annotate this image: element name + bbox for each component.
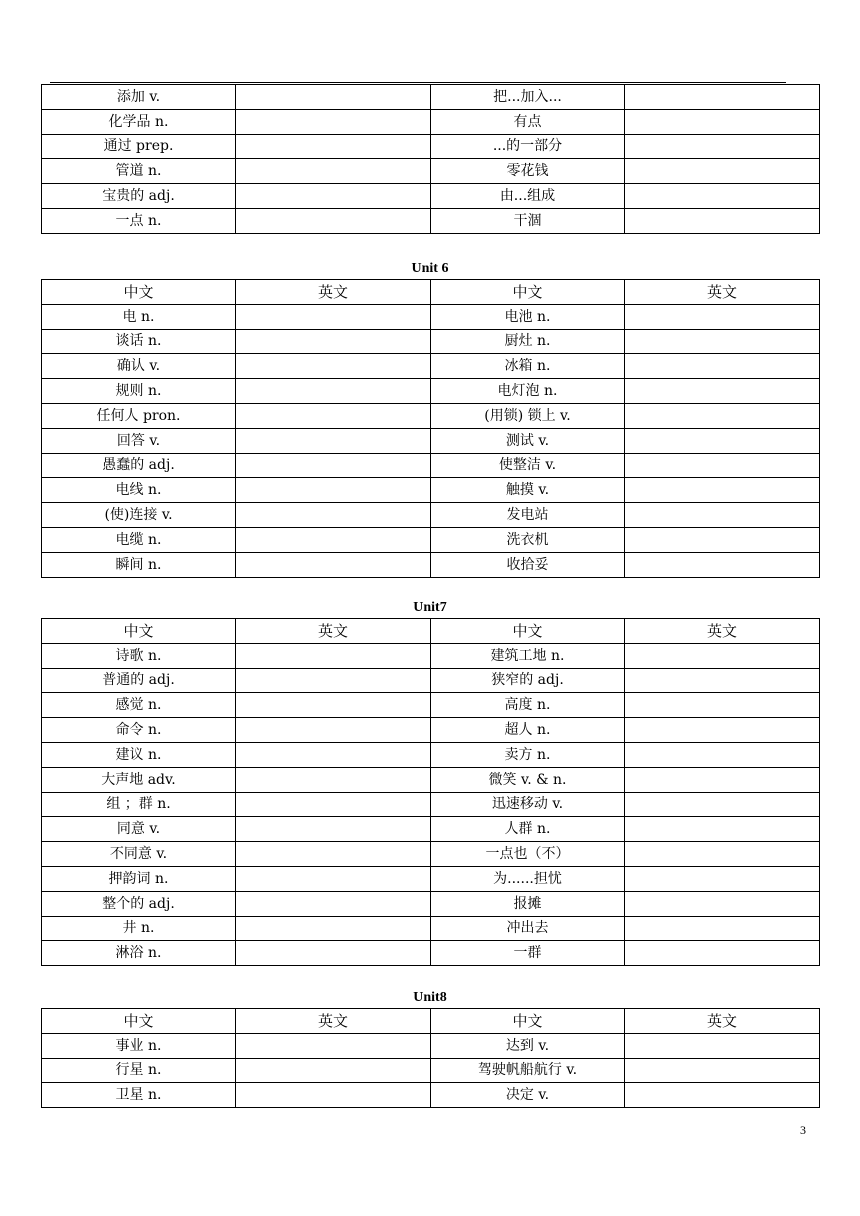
english-answer-cell[interactable]: [236, 527, 431, 552]
english-answer-cell[interactable]: [625, 1083, 820, 1108]
english-answer-cell[interactable]: [236, 742, 431, 767]
english-answer-cell[interactable]: [625, 842, 820, 867]
chinese-term-cell: 添加 v.: [42, 85, 236, 110]
english-answer-cell[interactable]: [236, 668, 431, 693]
table-row: [42, 643, 820, 668]
table-row: [42, 329, 820, 354]
chinese-term-cell: 化学品 n.: [42, 109, 236, 134]
chinese-term-cell: 不同意 v.: [42, 842, 236, 867]
table-header-row: [42, 280, 820, 305]
table-row: [42, 527, 820, 552]
chinese-term-cell: 把...加入...: [431, 85, 625, 110]
table-row: [42, 379, 820, 404]
header-cell-chinese: 中文: [431, 280, 625, 305]
chinese-term-cell: 建议 n.: [42, 742, 236, 767]
english-answer-cell[interactable]: [625, 403, 820, 428]
chinese-term-cell: 行星 n.: [42, 1058, 236, 1083]
english-answer-cell[interactable]: [625, 453, 820, 478]
english-answer-cell[interactable]: [625, 354, 820, 379]
table-row: [42, 184, 820, 209]
chinese-term-cell: 大声地 adv.: [42, 767, 236, 792]
chinese-term-cell: 命令 n.: [42, 718, 236, 743]
chinese-term-cell: 建筑工地 n.: [431, 643, 625, 668]
english-answer-cell[interactable]: [236, 718, 431, 743]
english-answer-cell[interactable]: [236, 134, 431, 159]
english-answer-cell[interactable]: [236, 109, 431, 134]
chinese-term-cell: 电灯泡 n.: [431, 379, 625, 404]
english-answer-cell[interactable]: [236, 1033, 431, 1058]
english-answer-cell[interactable]: [625, 693, 820, 718]
chinese-term-cell: 零花钱: [431, 159, 625, 184]
english-answer-cell[interactable]: [625, 668, 820, 693]
english-answer-cell[interactable]: [236, 792, 431, 817]
chinese-term-cell: 干涸: [431, 208, 625, 233]
unit-title: Unit 6: [411, 261, 449, 276]
english-answer-cell[interactable]: [625, 718, 820, 743]
chinese-term-cell: 超人 n.: [431, 718, 625, 743]
english-answer-cell[interactable]: [625, 891, 820, 916]
english-answer-cell[interactable]: [625, 159, 820, 184]
chinese-term-cell: 组 ；群 n.: [42, 792, 236, 817]
english-answer-cell[interactable]: [625, 643, 820, 668]
header-cell-english: 英文: [236, 619, 431, 644]
english-answer-cell[interactable]: [236, 208, 431, 233]
english-answer-cell[interactable]: [625, 134, 820, 159]
chinese-term-cell: 愚蠢的 adj.: [42, 453, 236, 478]
english-answer-cell[interactable]: [625, 866, 820, 891]
header-cell-chinese: 中文: [42, 280, 236, 305]
table-row: [42, 842, 820, 867]
chinese-term-cell: 由...组成: [431, 184, 625, 209]
chinese-term-cell: 井 n.: [42, 916, 236, 941]
english-answer-cell[interactable]: [236, 403, 431, 428]
english-answer-cell[interactable]: [625, 184, 820, 209]
english-answer-cell[interactable]: [236, 478, 431, 503]
chinese-term-cell: 达到 v.: [431, 1033, 625, 1058]
english-answer-cell[interactable]: [236, 304, 431, 329]
english-answer-cell[interactable]: [236, 379, 431, 404]
vocab-table: [41, 618, 820, 966]
english-answer-cell[interactable]: [236, 866, 431, 891]
table-row: [42, 403, 820, 428]
chinese-term-cell: 电线 n.: [42, 478, 236, 503]
english-answer-cell[interactable]: [236, 159, 431, 184]
english-answer-cell[interactable]: [236, 453, 431, 478]
header-cell-english: 英文: [625, 1009, 820, 1034]
chinese-term-cell: 淋浴 n.: [42, 941, 236, 966]
chinese-term-cell: 迅速移动 v.: [431, 792, 625, 817]
table-row: [42, 817, 820, 842]
table-row: [42, 941, 820, 966]
table-row: [42, 85, 820, 110]
chinese-term-cell: 驾驶帆船航行 v.: [431, 1058, 625, 1083]
english-answer-cell[interactable]: [236, 329, 431, 354]
page-number: 3: [800, 1123, 806, 1137]
table-row: [42, 109, 820, 134]
table-row: [42, 503, 820, 528]
chinese-term-cell: 厨灶 n.: [431, 329, 625, 354]
table-row: [42, 1058, 820, 1083]
english-answer-cell[interactable]: [625, 1033, 820, 1058]
table-row: [42, 159, 820, 184]
vocab-table: [41, 279, 820, 578]
english-answer-cell[interactable]: [625, 767, 820, 792]
chinese-term-cell: ...的一部分: [431, 134, 625, 159]
chinese-term-cell: 高度 n.: [431, 693, 625, 718]
chinese-term-cell: 收拾妥: [431, 552, 625, 577]
english-answer-cell[interactable]: [236, 693, 431, 718]
header-cell-english: 英文: [625, 280, 820, 305]
chinese-term-cell: (用锁) 锁上 v.: [431, 403, 625, 428]
english-answer-cell[interactable]: [625, 916, 820, 941]
chinese-term-cell: 回答 v.: [42, 428, 236, 453]
chinese-term-cell: 押韵词 n.: [42, 866, 236, 891]
chinese-term-cell: 宝贵的 adj.: [42, 184, 236, 209]
chinese-term-cell: 一点也（不）: [431, 842, 625, 867]
chinese-term-cell: 使整洁 v.: [431, 453, 625, 478]
chinese-term-cell: 为......担忧: [431, 866, 625, 891]
english-answer-cell[interactable]: [236, 503, 431, 528]
table-row: [42, 134, 820, 159]
header-cell-chinese: 中文: [431, 1009, 625, 1034]
english-answer-cell[interactable]: [625, 742, 820, 767]
chinese-term-cell: 通过 prep.: [42, 134, 236, 159]
chinese-term-cell: 一点 n.: [42, 208, 236, 233]
english-answer-cell[interactable]: [236, 842, 431, 867]
english-answer-cell[interactable]: [625, 329, 820, 354]
english-answer-cell[interactable]: [236, 428, 431, 453]
unit-title: Unit7: [413, 600, 447, 615]
chinese-term-cell: 报摊: [431, 891, 625, 916]
table-row: [42, 693, 820, 718]
english-answer-cell[interactable]: [236, 891, 431, 916]
chinese-term-cell: 瞬间 n.: [42, 552, 236, 577]
table-row: [42, 1083, 820, 1108]
english-answer-cell[interactable]: [236, 85, 431, 110]
english-answer-cell[interactable]: [236, 817, 431, 842]
english-answer-cell[interactable]: [236, 552, 431, 577]
chinese-term-cell: 冰箱 n.: [431, 354, 625, 379]
chinese-term-cell: 管道 n.: [42, 159, 236, 184]
english-answer-cell[interactable]: [625, 503, 820, 528]
chinese-term-cell: 人群 n.: [431, 817, 625, 842]
chinese-term-cell: 诗歌 n.: [42, 643, 236, 668]
header-cell-chinese: 中文: [42, 1009, 236, 1034]
chinese-term-cell: 感觉 n.: [42, 693, 236, 718]
table-row: [42, 866, 820, 891]
table-row: [42, 1033, 820, 1058]
table-row: [42, 767, 820, 792]
table-row: [42, 208, 820, 233]
table-row: [42, 792, 820, 817]
chinese-term-cell: 电缆 n.: [42, 527, 236, 552]
chinese-term-cell: 规则 n.: [42, 379, 236, 404]
chinese-term-cell: 普通的 adj.: [42, 668, 236, 693]
english-answer-cell[interactable]: [625, 1058, 820, 1083]
chinese-term-cell: (使)连接 v.: [42, 503, 236, 528]
table-row: [42, 668, 820, 693]
header-rule: [50, 82, 786, 83]
chinese-term-cell: 一群: [431, 941, 625, 966]
chinese-term-cell: 电 n.: [42, 304, 236, 329]
chinese-term-cell: 同意 v.: [42, 817, 236, 842]
chinese-term-cell: 卖方 n.: [431, 742, 625, 767]
english-answer-cell[interactable]: [625, 552, 820, 577]
english-answer-cell[interactable]: [625, 527, 820, 552]
chinese-term-cell: 事业 n.: [42, 1033, 236, 1058]
english-answer-cell[interactable]: [625, 428, 820, 453]
english-answer-cell[interactable]: [625, 478, 820, 503]
english-answer-cell[interactable]: [236, 941, 431, 966]
header-cell-chinese: 中文: [431, 619, 625, 644]
chinese-term-cell: 洗衣机: [431, 527, 625, 552]
english-answer-cell[interactable]: [625, 941, 820, 966]
english-answer-cell[interactable]: [625, 208, 820, 233]
chinese-term-cell: 冲出去: [431, 916, 625, 941]
chinese-term-cell: 测试 v.: [431, 428, 625, 453]
table-row: [42, 354, 820, 379]
table-row: [42, 718, 820, 743]
english-answer-cell[interactable]: [236, 1058, 431, 1083]
chinese-term-cell: 整个的 adj.: [42, 891, 236, 916]
english-answer-cell[interactable]: [236, 916, 431, 941]
header-cell-english: 英文: [236, 1009, 431, 1034]
table-row: [42, 304, 820, 329]
table-header-row: [42, 1009, 820, 1034]
header-cell-chinese: 中文: [42, 619, 236, 644]
english-answer-cell[interactable]: [236, 1083, 431, 1108]
chinese-term-cell: 谈话 n.: [42, 329, 236, 354]
vocab-table: [41, 1008, 820, 1108]
table-row: [42, 453, 820, 478]
table-row: [42, 916, 820, 941]
english-answer-cell[interactable]: [625, 109, 820, 134]
english-answer-cell[interactable]: [625, 379, 820, 404]
header-cell-english: 英文: [236, 280, 431, 305]
header-cell-english: 英文: [625, 619, 820, 644]
chinese-term-cell: 卫星 n.: [42, 1083, 236, 1108]
english-answer-cell[interactable]: [625, 792, 820, 817]
english-answer-cell[interactable]: [236, 354, 431, 379]
table-header-row: [42, 619, 820, 644]
chinese-term-cell: 确认 v.: [42, 354, 236, 379]
chinese-term-cell: 决定 v.: [431, 1083, 625, 1108]
table-row: [42, 428, 820, 453]
english-answer-cell[interactable]: [236, 184, 431, 209]
chinese-term-cell: 任何人 pron.: [42, 403, 236, 428]
chinese-term-cell: 触摸 v.: [431, 478, 625, 503]
chinese-term-cell: 狭窄的 adj.: [431, 668, 625, 693]
table-row: [42, 742, 820, 767]
table-row: [42, 891, 820, 916]
unit-title: Unit8: [413, 990, 447, 1005]
chinese-term-cell: 有点: [431, 109, 625, 134]
chinese-term-cell: 电池 n.: [431, 304, 625, 329]
english-answer-cell[interactable]: [236, 767, 431, 792]
chinese-term-cell: 微笑 v. & n.: [431, 767, 625, 792]
table-row: [42, 552, 820, 577]
table-row: [42, 478, 820, 503]
english-answer-cell[interactable]: [236, 643, 431, 668]
english-answer-cell[interactable]: [625, 817, 820, 842]
chinese-term-cell: 发电站: [431, 503, 625, 528]
vocab-table: [41, 84, 820, 234]
english-answer-cell[interactable]: [625, 304, 820, 329]
english-answer-cell[interactable]: [625, 85, 820, 110]
